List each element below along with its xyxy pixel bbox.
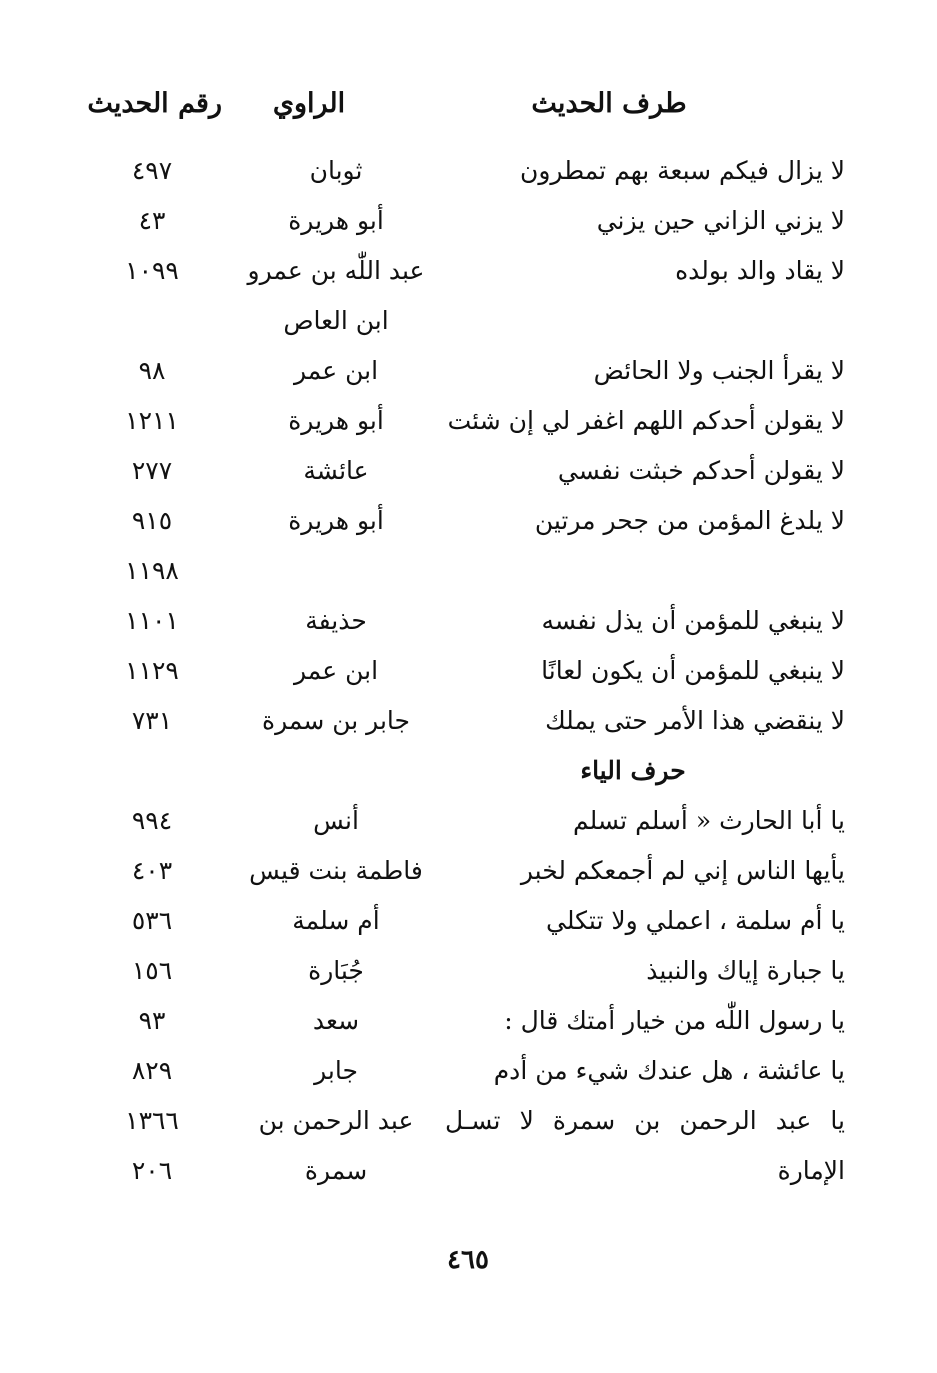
narrator: عائشة (303, 456, 369, 485)
hadith-number: ٥٣٦ (131, 906, 173, 935)
narrator: أنس (313, 806, 359, 835)
table-header (0, 88, 937, 138)
narrator: عبد الرحمن بن (258, 1106, 414, 1135)
header-narrator: الراوي (272, 88, 346, 119)
table-row (0, 298, 937, 348)
table-row (0, 548, 937, 598)
hadith-text: يا أم سلمة ، اعملي ولا تتكلي (545, 906, 845, 935)
hadith-text: يا عائشة ، هل عندك شيء من أدم (493, 1056, 845, 1085)
table-row (0, 1148, 937, 1198)
table-row (0, 998, 937, 1048)
hadith-number: ٩٨ (138, 356, 166, 385)
header-hadith-number: رقم الحديث (87, 88, 222, 119)
header-hadith-text: طرف الحديث (531, 88, 687, 119)
table-row (0, 148, 937, 198)
narrator: سمرة (304, 1156, 368, 1185)
hadith-text: يا أبا الحارث « أسلم تسلم (572, 806, 845, 835)
table-row (0, 698, 937, 748)
narrator: جُبَارة (308, 956, 364, 985)
hadith-number: ٩١٥ (131, 506, 173, 535)
hadith-text: لا يقولن أحدكم اللهم اغفر لي إن شئت (447, 406, 845, 435)
table-row (0, 648, 937, 698)
hadith-text: لا يزني الزاني حين يزني (596, 206, 845, 235)
narrator: حذيفة (305, 606, 367, 635)
hadith-text: يأيها الناس إني لم أجمعكم لخبر (520, 856, 845, 885)
hadith-number: ١١٩٨ (125, 556, 179, 585)
table-row (0, 798, 937, 848)
table-row (0, 348, 937, 398)
table-row (0, 948, 937, 998)
hadith-text: لا يقولن أحدكم خبثت نفسي (557, 456, 845, 485)
narrator: أبو هريرة (288, 406, 384, 435)
hadith-text: يا جبارة إياك والنبيذ (646, 956, 845, 985)
hadith-number: ٤٠٣ (131, 856, 173, 885)
hadith-index-table (0, 148, 937, 1198)
hadith-number: ١٥٦ (131, 956, 173, 985)
hadith-text: لا يلدغ المؤمن من جحر مرتين (534, 506, 845, 535)
table-row (0, 898, 937, 948)
narrator: أبو هريرة (288, 506, 384, 535)
hadith-text: لا ينبغي للمؤمن أن يذل نفسه (541, 606, 845, 635)
narrator: سعد (312, 1006, 360, 1035)
narrator: ابن عمر (293, 356, 379, 385)
narrator: أبو هريرة (288, 206, 384, 235)
hadith-number: ١٣٦٦ (125, 1106, 179, 1135)
hadith-number: ٨٢٩ (131, 1056, 173, 1085)
hadith-text: لا يقرأ الجنب ولا الحائض (593, 356, 845, 385)
hadith-text: لا يقاد والد بولده (675, 256, 845, 285)
section-heading (0, 748, 937, 798)
hadith-text: يا عبد الرحمن بن سمرة لا تسـل (445, 1106, 845, 1135)
page-number: ٤٦٥ (447, 1245, 489, 1275)
hadith-number: ١٢١١ (125, 406, 179, 435)
narrator: عبد اللّٰه بن عمرو (247, 256, 425, 285)
narrator: ابن عمر (293, 656, 379, 685)
table-row (0, 248, 937, 298)
hadith-number: ٢٧٧ (131, 456, 173, 485)
hadith-number: ٩٣ (138, 1006, 166, 1035)
table-row (0, 398, 937, 448)
narrator: أم سلمة (292, 906, 380, 935)
hadith-text: لا ينبغي للمؤمن أن يكون لعانًا (541, 656, 845, 685)
hadith-text: لا يزال فيكم سبعة بهم تمطرون (519, 156, 845, 185)
table-row (0, 848, 937, 898)
hadith-number: ٧٣١ (131, 706, 173, 735)
hadith-text: يا رسول اللّٰه من خيار أمتك قال : (504, 1006, 845, 1035)
hadith-text: لا ينقضي هذا الأمر حتى يملك (545, 706, 845, 735)
table-row (0, 198, 937, 248)
hadith-number: ١١٢٩ (125, 656, 179, 685)
table-row (0, 1048, 937, 1098)
hadith-number: ١١٠١ (125, 606, 179, 635)
narrator: فاطمة بنت قيس (249, 856, 423, 885)
table-row (0, 448, 937, 498)
hadith-number: ٩٩٤ (131, 806, 173, 835)
section-heading-text: حرف الياء (580, 756, 686, 785)
hadith-number: ١٠٩٩ (125, 256, 179, 285)
narrator: جابر (314, 1056, 358, 1085)
hadith-number: ٤٩٧ (131, 156, 173, 185)
hadith-text: الإمارة (777, 1156, 845, 1185)
hadith-number: ٢٠٦ (131, 1156, 173, 1185)
hadith-number: ٤٣ (138, 206, 166, 235)
table-row (0, 498, 937, 548)
narrator: جابر بن سمرة (262, 706, 410, 735)
narrator: ثوبان (309, 156, 363, 185)
narrator: ابن العاص (283, 306, 389, 335)
table-row (0, 1098, 937, 1148)
table-row (0, 598, 937, 648)
